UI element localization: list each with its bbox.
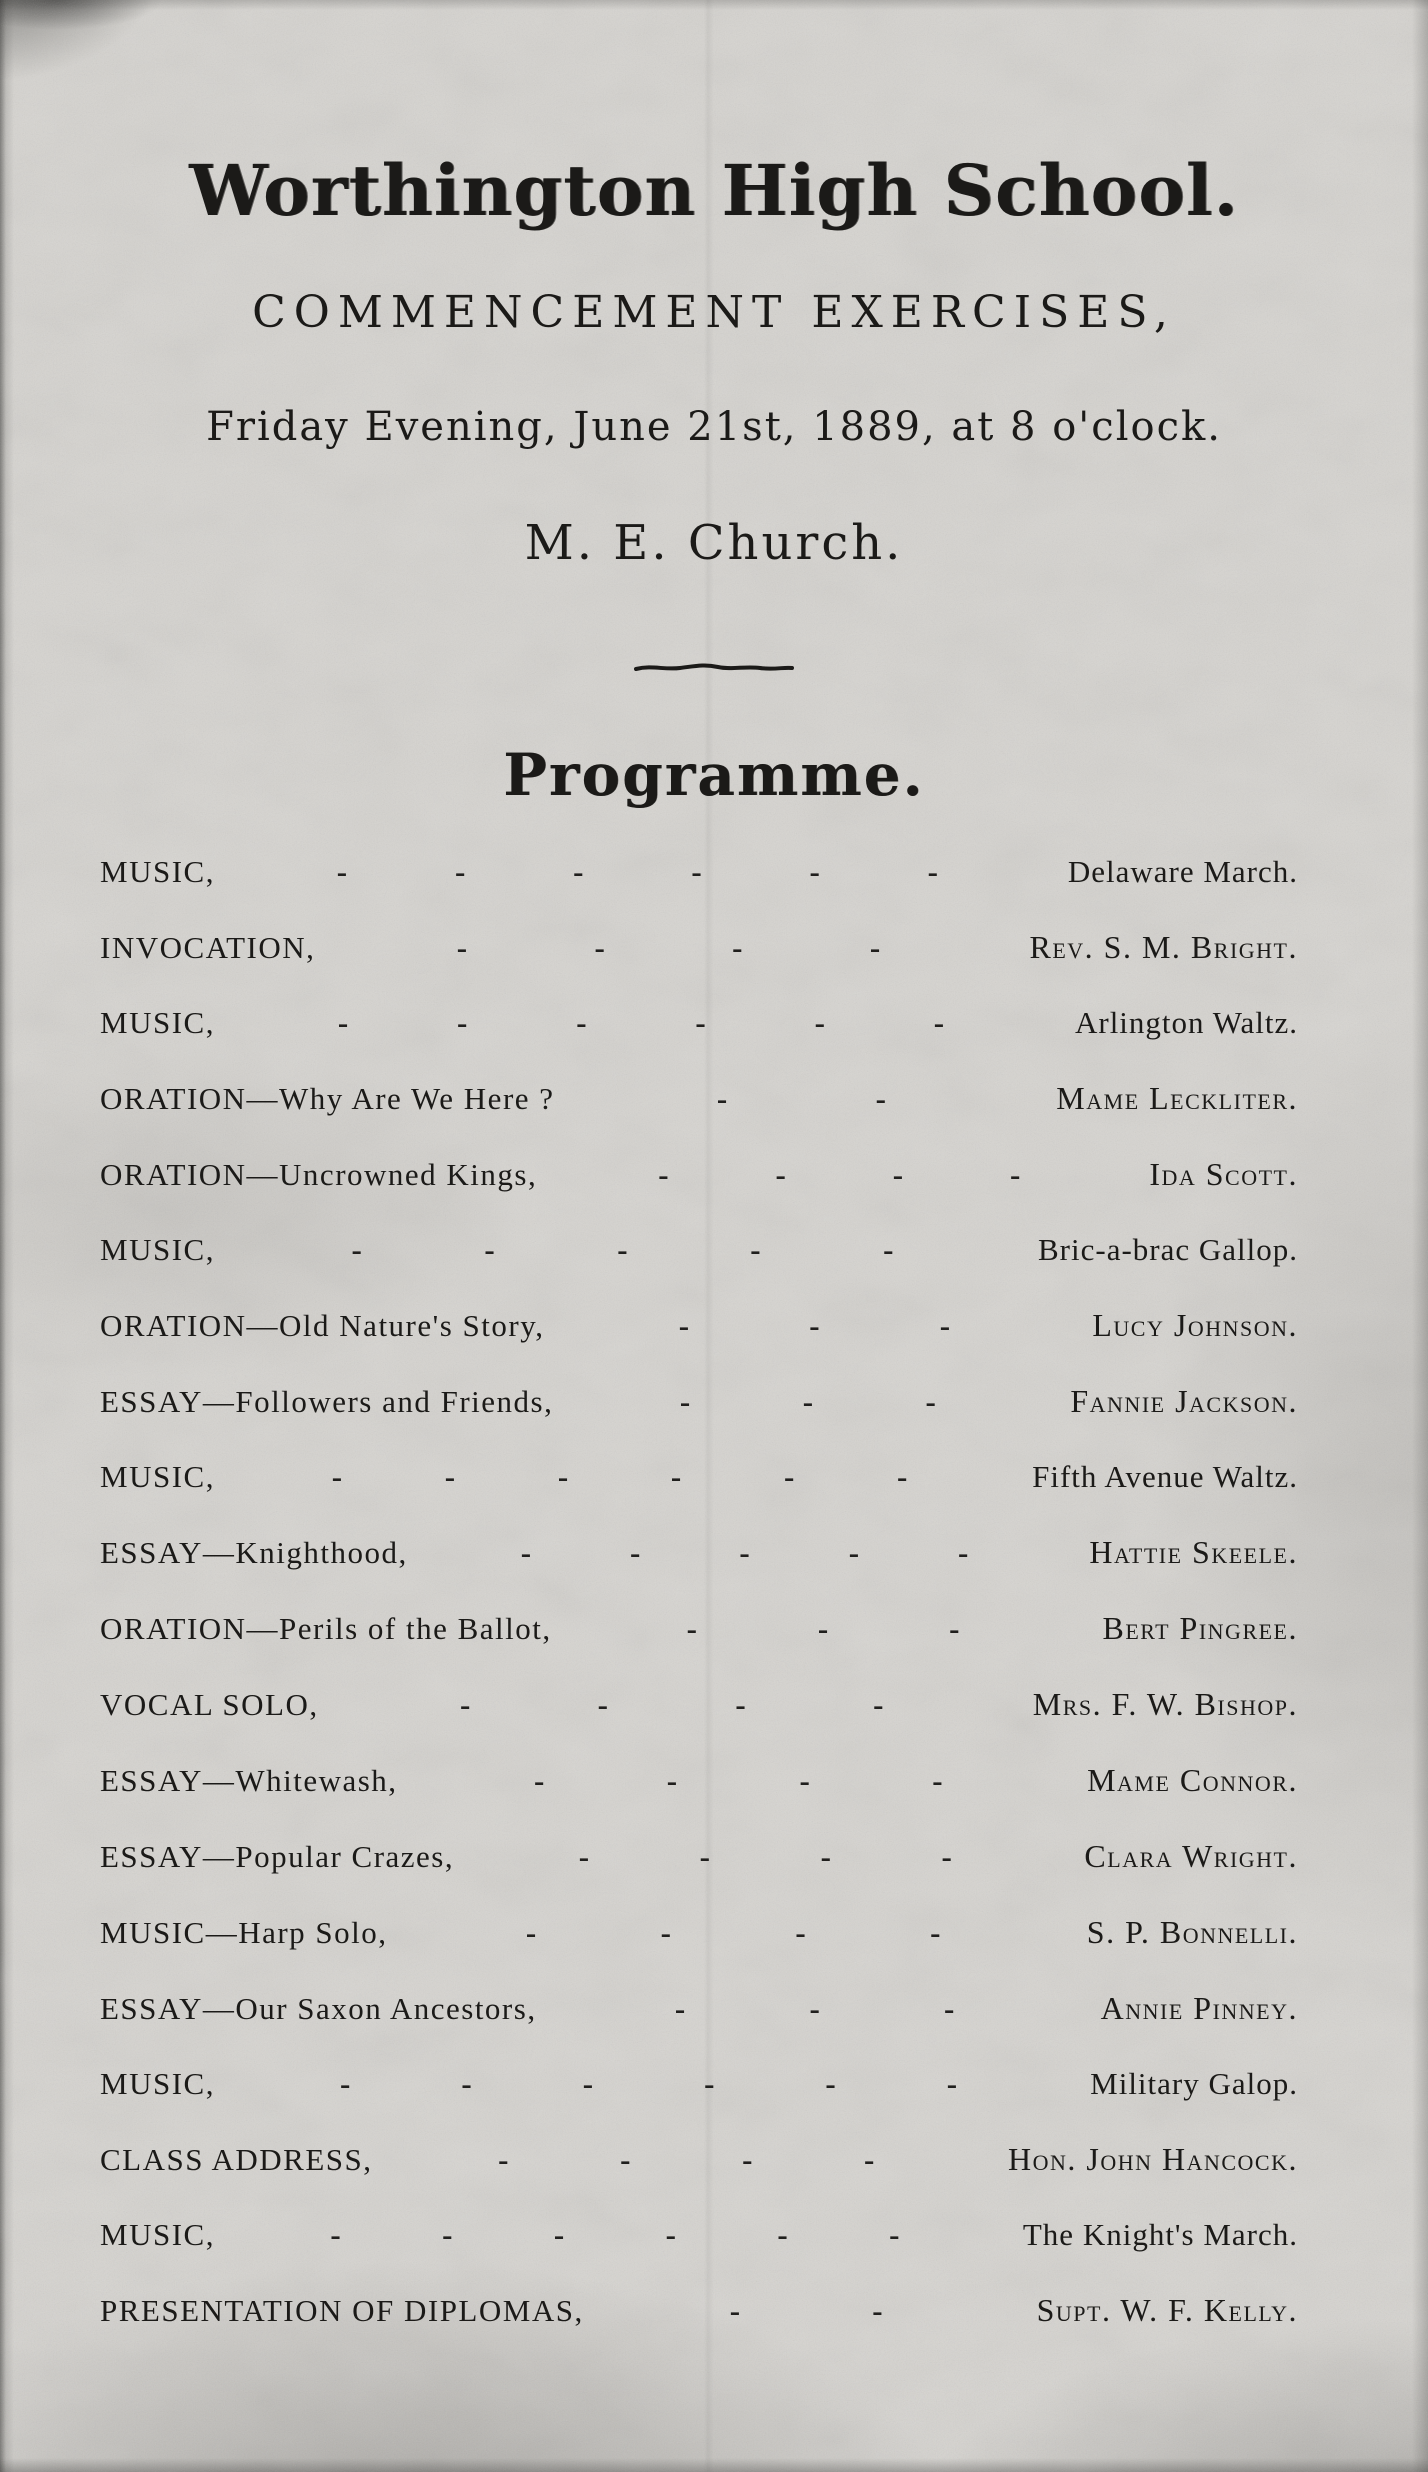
leader-dash: - [872, 2293, 883, 2328]
row-performer: Supt. W. F. Kelly. [1036, 2292, 1298, 2328]
school-title: Worthington High School. [189, 149, 1239, 232]
programme-row [100, 1914, 1298, 1951]
row-performer: Military Galop. [1090, 2066, 1298, 2101]
leader-dash: - [775, 1157, 786, 1192]
leader-dash: - [658, 1157, 669, 1192]
row-performer: Ida Scott. [1149, 1156, 1298, 1192]
programme-row [100, 1838, 1298, 1875]
row-performer: Fifth Avenue Waltz. [1032, 1459, 1298, 1494]
leader-dash: - [716, 1081, 728, 1116]
leader-dash: - [795, 1915, 806, 1950]
row-label: ORATION—Uncrowned Kings, [100, 1157, 538, 1192]
programme-row [100, 1459, 1298, 1495]
row-performer: Rev. S. M. Bright. [1029, 929, 1298, 965]
row-label: VOCAL SOLO, [100, 1687, 319, 1722]
leader-dash: - [679, 1384, 691, 1419]
leader-dash: - [939, 1308, 951, 1343]
programme-row [100, 929, 1298, 966]
row-label: MUSIC, [100, 2066, 215, 2101]
row-performer: Hattie Skeele. [1089, 1534, 1298, 1570]
row-leader-dashes [553, 1384, 1070, 1420]
row-leader-dashes [537, 1991, 1101, 2027]
row-label: CLASS ADDRESS, [100, 2142, 373, 2177]
programme-row [100, 854, 1298, 890]
row-leader-dashes [215, 1459, 1032, 1495]
leader-dash: - [686, 1611, 697, 1646]
row-label: INVOCATION, [100, 930, 316, 965]
leader-dash: - [944, 1991, 955, 2026]
row-leader-dashes [388, 1915, 1087, 1951]
row-performer: Clara Wright. [1084, 1838, 1298, 1874]
leader-dash: - [742, 2142, 753, 2177]
row-performer: Mame Connor. [1087, 1762, 1298, 1798]
row-label: ORATION—Old Nature's Story, [100, 1308, 545, 1343]
programme-row [100, 1610, 1298, 1647]
leader-dash: - [930, 1915, 941, 1950]
programme-row [100, 1990, 1298, 2027]
row-label: MUSIC, [100, 1005, 215, 1040]
leader-dash: - [457, 1005, 468, 1040]
leader-dash: - [1010, 1157, 1021, 1192]
leader-dash: - [678, 1308, 690, 1343]
leader-dash: - [665, 2217, 676, 2252]
leader-dash: - [553, 2217, 565, 2252]
leader-dash: - [925, 1384, 936, 1419]
row-leader-dashes [398, 1763, 1088, 1799]
leader-dash: - [461, 2066, 472, 2101]
row-label: ESSAY—Knighthood, [100, 1535, 408, 1570]
programme-row [100, 1383, 1298, 1420]
leader-dash: - [735, 1687, 746, 1722]
leader-dash: - [573, 854, 584, 889]
leader-dash: - [704, 2066, 715, 2101]
leader-dash: - [864, 2142, 875, 2177]
leader-dash: - [336, 854, 348, 889]
leader-dash: - [459, 1687, 471, 1722]
row-performer: Fannie Jackson. [1070, 1383, 1298, 1419]
leader-dash: - [534, 1763, 545, 1798]
row-performer: Bert Pingree. [1102, 1610, 1298, 1646]
leader-dash: - [739, 1535, 750, 1570]
leader-dash: - [729, 2293, 741, 2328]
row-performer: Arlington Waltz. [1074, 1005, 1298, 1040]
programme-row [100, 1686, 1298, 1723]
leader-dash: - [442, 2217, 453, 2252]
leader-dash: - [691, 854, 702, 889]
leader-dash: - [814, 1005, 825, 1040]
venue-line: M. E. Church. [524, 515, 904, 571]
leader-dash: - [750, 1232, 761, 1267]
leader-dash: - [330, 2217, 341, 2252]
leader-dash: - [799, 1763, 810, 1798]
row-leader-dashes [408, 1535, 1090, 1571]
row-label: ESSAY—Whitewash, [100, 1763, 398, 1798]
leader-dash: - [802, 1384, 814, 1419]
leader-dash: - [946, 2066, 958, 2101]
row-leader-dashes [215, 1232, 1038, 1268]
leader-dash: - [594, 930, 605, 965]
leader-dash: - [809, 1991, 820, 2026]
row-leader-dashes [215, 2217, 1023, 2253]
row-performer: The Knight's March. [1022, 2217, 1298, 2252]
row-leader-dashes [454, 1839, 1084, 1875]
leader-dash: - [699, 1839, 710, 1874]
leader-dash: - [520, 1535, 532, 1570]
divider-rule [634, 659, 794, 677]
leader-dash: - [525, 1915, 537, 1950]
leader-dash: - [875, 1081, 886, 1116]
row-label: MUSIC, [100, 2217, 215, 2252]
leader-dash: - [674, 1991, 686, 2026]
leader-dash: - [578, 1839, 590, 1874]
row-leader-dashes [555, 1081, 1057, 1117]
leader-dash: - [576, 1005, 587, 1040]
row-label: MUSIC, [100, 854, 215, 889]
row-performer: Lucy Johnson. [1092, 1307, 1298, 1343]
row-leader-dashes [373, 2142, 1008, 2178]
row-label: ORATION—Perils of the Ballot, [100, 1611, 552, 1646]
programme-row [100, 1762, 1298, 1799]
row-leader-dashes [544, 1308, 1092, 1344]
leader-dash: - [630, 1535, 641, 1570]
leader-dash: - [484, 1232, 495, 1267]
leader-dash: - [582, 2066, 594, 2101]
leader-dash: - [783, 1459, 795, 1494]
date-line: Friday Evening, June 21st, 1889, at 8 o'clock. [206, 404, 1222, 450]
row-performer: Delaware March. [1067, 854, 1298, 889]
leader-dash: - [933, 1005, 945, 1040]
row-leader-dashes [319, 1687, 1033, 1723]
row-performer: Hon. John Hancock. [1007, 2141, 1298, 2177]
row-label: MUSIC—Harp Solo, [100, 1915, 388, 1950]
leader-dash: - [695, 1005, 706, 1040]
row-label: MUSIC, [100, 1459, 215, 1494]
row-leader-dashes [215, 854, 1068, 890]
leader-dash: - [617, 1232, 628, 1267]
programme-heading: Programme. [503, 741, 925, 809]
programme-row [100, 1156, 1298, 1193]
row-performer: S. P. Bonnelli. [1086, 1914, 1298, 1950]
leader-dash: - [456, 930, 468, 965]
leader-dash: - [557, 1459, 569, 1494]
leader-dash: - [848, 1535, 860, 1570]
programme-row [100, 2217, 1298, 2253]
leader-dash: - [869, 930, 881, 965]
leader-dash: - [958, 1535, 969, 1570]
row-performer: Mame Leckliter. [1056, 1080, 1298, 1116]
programme-row [100, 2141, 1298, 2178]
programme-row [100, 1307, 1298, 1344]
leader-dash: - [498, 2142, 509, 2177]
row-label: ESSAY—Our Saxon Ancestors, [100, 1991, 537, 2026]
programme-row [100, 1005, 1298, 1041]
leader-dash: - [597, 1687, 608, 1722]
leader-dash: - [351, 1232, 362, 1267]
programme-row [100, 2292, 1298, 2329]
leader-dash: - [809, 1308, 820, 1343]
leader-dash: - [817, 1611, 829, 1646]
row-leader-dashes [537, 1157, 1149, 1193]
leader-dash: - [620, 2142, 631, 2177]
row-leader-dashes [584, 2293, 1037, 2329]
leader-dash: - [670, 1459, 682, 1494]
leader-dash: - [660, 1915, 671, 1950]
row-leader-dashes [552, 1611, 1103, 1647]
row-performer: Mrs. F. W. Bishop. [1032, 1686, 1298, 1722]
leader-dash: - [873, 1687, 884, 1722]
row-performer: Bric-a-brac Gallop. [1038, 1232, 1298, 1267]
programme-row [100, 1534, 1298, 1571]
leader-dash: - [927, 854, 938, 889]
row-leader-dashes [215, 2066, 1090, 2102]
row-label: ESSAY—Followers and Friends, [100, 1384, 554, 1419]
leader-dash: - [892, 1157, 904, 1192]
row-performer: Annie Pinney. [1100, 1990, 1298, 2026]
programme-row [100, 1232, 1298, 1268]
leader-dash: - [454, 854, 466, 889]
leader-dash: - [883, 1232, 894, 1267]
leader-dash: - [809, 854, 820, 889]
leader-dash: - [897, 1459, 908, 1494]
leader-dash: - [932, 1763, 943, 1798]
programme-row [100, 1080, 1298, 1117]
programme-row [100, 2066, 1298, 2102]
leader-dash: - [666, 1763, 678, 1798]
leader-dash: - [777, 2217, 788, 2252]
row-label: ESSAY—Popular Crazes, [100, 1839, 455, 1874]
row-leader-dashes [315, 930, 1029, 966]
leader-dash: - [825, 2066, 836, 2101]
leader-dash: - [889, 2217, 900, 2252]
programme-list [100, 854, 1298, 2368]
event-subtitle: COMMENCEMENT EXERCISES, [252, 287, 1176, 338]
leader-dash: - [337, 1005, 349, 1040]
row-leader-dashes [215, 1005, 1075, 1041]
leader-dash: - [949, 1611, 960, 1646]
row-label: MUSIC, [100, 1232, 215, 1267]
leader-dash: - [732, 930, 743, 965]
leader-dash: - [941, 1839, 952, 1874]
leader-dash: - [820, 1839, 831, 1874]
row-label: PRESENTATION OF DIPLOMAS, [100, 2293, 584, 2328]
row-label: ORATION—Why Are We Here ? [100, 1081, 555, 1116]
leader-dash: - [339, 2066, 351, 2101]
leader-dash: - [331, 1459, 343, 1494]
leader-dash: - [444, 1459, 456, 1494]
